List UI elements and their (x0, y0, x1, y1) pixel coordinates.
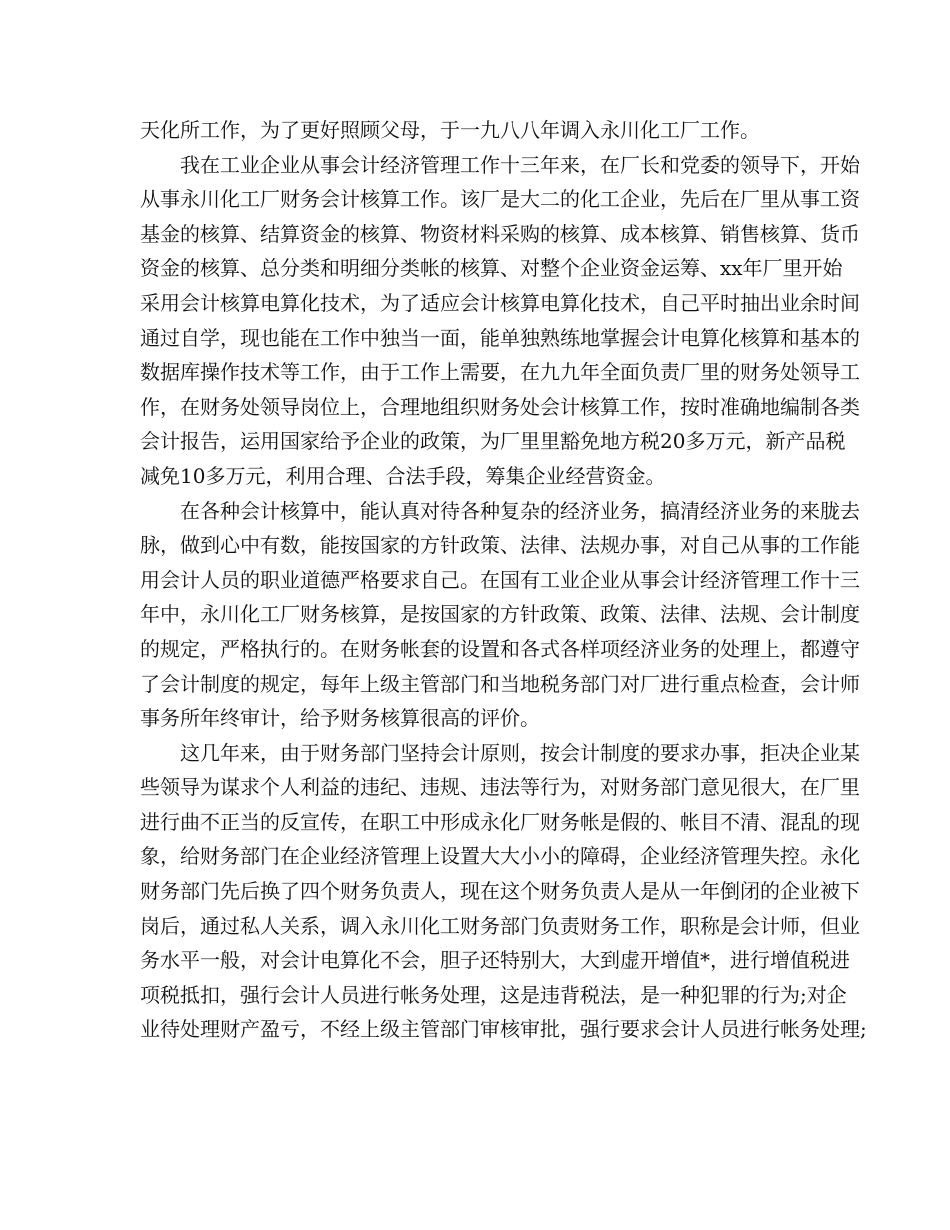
text-line: 会计报告，运用国家给予企业的政策，为厂里里豁免地方税20多万元，新产品税 (140, 429, 846, 454)
text-line: 天化所工作，为了更好照顾父母，于一九八八年调入永川化工厂工作。 (140, 118, 760, 142)
text-line: 业待处理财产盈亏，不经上级主管部门审核审批，强行要求会计人员进行帐务处理; (140, 1017, 867, 1042)
text-line: 财务部门先后换了四个财务负责人，现在这个财务负责人是从一年倒闭的企业被下 (140, 879, 860, 904)
text-line: 的规定，严格执行的。在财务帐套的设置和各式各样项经济业务的处理上，都遵守 (140, 636, 860, 661)
document-body (140, 113, 867, 1047)
text-line: 象，给财务部门在企业经济管理上设置大大小小的障碍，企业经济管理失控。永化 (140, 844, 860, 869)
text-line: 基金的核算、结算资金的核算、物资材料采购的核算、成本核算、销售核算、货币 (140, 221, 860, 246)
text-line: 采用会计核算电算化技术，为了适应会计核算电算化技术，自己平时抽出业余时间 (140, 290, 860, 315)
text-line: 岗后，通过私人关系，调入永川化工财务部门负责财务工作，职称是会计师，但业 (140, 913, 860, 938)
paragraph (140, 148, 860, 494)
paragraph (140, 736, 867, 1047)
text-line: 用会计人员的职业道德严格要求自己。在国有工业企业从事会计经济管理工作十三 (140, 567, 860, 592)
text-line: 减免10多万元，利用合理、合法手段，筹集企业经营资金。 (140, 463, 666, 488)
paragraph (140, 113, 822, 148)
text-line: 进行曲不正当的反宣传，在职工中形成永化厂财务帐是假的、帐目不清、混乱的现 (140, 809, 860, 834)
text-line: 这几年来，由于财务部门坚持会计原则，按会计制度的要求办事，拒决企业某 (180, 740, 860, 765)
paragraph (140, 494, 860, 736)
text-line: 作，在财务处领导岗位上，合理地组织财务处会计核算工作，按时准确地编制各类 (140, 394, 860, 419)
text-line: 项税抵扣，强行会计人员进行帐务处理，这是违背税法，是一种犯罪的行为;对企 (140, 982, 847, 1007)
text-line: 我在工业企业从事会计经济管理工作十三年来，在厂长和党委的领导下，开始 (180, 152, 860, 177)
text-line: 从事永川化工厂财务会计核算工作。该厂是大二的化工企业，先后在厂里从事工资 (140, 187, 860, 212)
text-line: 脉，做到心中有数，能按国家的方针政策、法律、法规办事，对自己从事的工作能 (140, 533, 860, 558)
text-line: 在各种会计核算中，能认真对待各种复杂的经济业务，搞清经济业务的来胧去 (180, 498, 860, 523)
text-line: 年中，永川化工厂财务核算，是按国家的方针政策、政策、法律、法规、会计制度 (140, 602, 860, 627)
text-line: 务水平一般，对会计电算化不会，胆子还特别大，大到虚开增值*，进行增值税进 (140, 948, 850, 973)
text-line: 数据库操作技术等工作，由于工作上需要，在九九年全面负责厂里的财务处领导工 (140, 360, 860, 385)
text-line: 资金的核算、总分类和明细分类帐的核算、对整个企业资金运筹、xx年厂里开始 (140, 256, 843, 281)
text-line: 些领导为谋求个人利益的违纪、违规、违法等行为，对财务部门意见很大，在厂里 (140, 775, 860, 800)
text-line: 通过自学，现也能在工作中独当一面，能单独熟练地掌握会计电算化核算和基本的 (140, 325, 860, 350)
text-line: 了会计制度的规定，每年上级主管部门和当地税务部门对厂进行重点检查，会计师 (140, 671, 860, 696)
text-line: 事务所年终审计，给予财务核算很高的评价。 (140, 706, 540, 731)
